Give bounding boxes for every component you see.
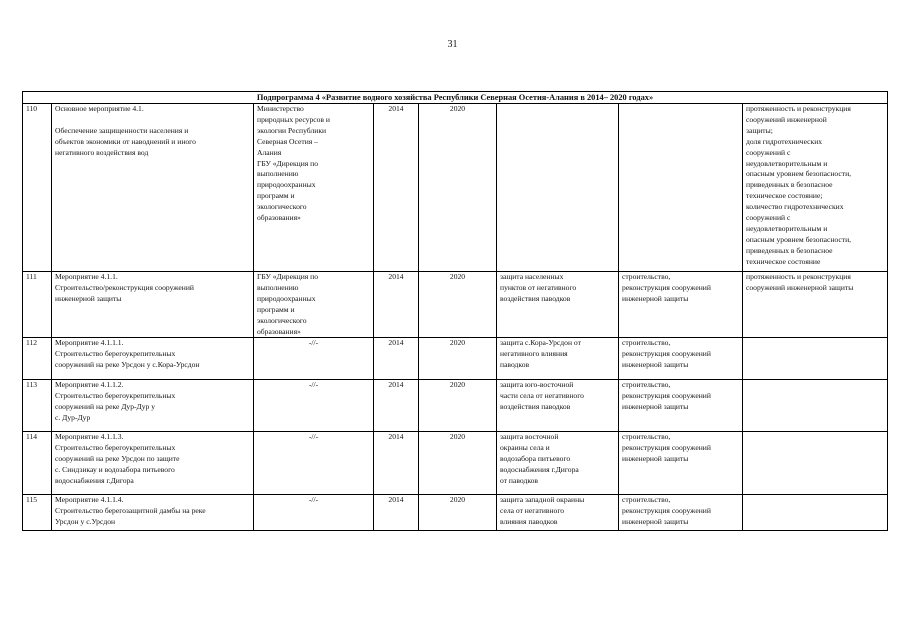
cell-text-line: природоохранных [257,180,316,190]
cell-text-line: инженерной защиты [55,293,122,303]
cell-text-line: техническое состояние [746,256,821,266]
cell-text-line: Строительство берегоукрепительных [55,443,176,453]
cell-text-line: техническое состояние; [746,191,823,201]
table-row [23,495,888,531]
executor-cell [254,272,374,338]
executor-cell [254,380,374,432]
cell-text-line: Урсдон у с.Урсдон [55,517,116,527]
expected-result-cell [497,432,619,495]
cell-text-line: с. Дур-Дур [55,413,91,423]
cell-text-line: приведенных в безопасное [746,180,833,190]
cell-text-line: защиты; [746,125,773,135]
cell-text-line: строительство, [622,380,671,390]
cell-text-line: инженерной защиты [622,360,689,370]
table-row [23,432,888,495]
main-directions-cell [619,272,743,338]
cell-text-line: неудовлетворительным и [746,223,828,233]
activity-name-cell [52,495,254,531]
cell-text-line: природных ресурсов и [257,114,330,124]
main-directions-cell [619,495,743,531]
indicators-cell [743,272,888,338]
end-year-cell: 2020 [419,104,497,272]
cell-text-line: водоснабжения г.Дигора [500,465,579,475]
cell-text-line: протяженность и реконструкция [746,272,851,281]
table-title-row [23,92,888,104]
cell-text-line: защита юго-восточной [500,380,574,390]
cell-text-line: Мероприятие 4.1.1.3. [55,432,124,442]
cell-text-line: выполнению [257,169,299,179]
row-number-cell: 113 [23,380,52,432]
table-row [23,272,888,338]
end-year-cell: 2020 [419,338,497,380]
cell-text-line: опасным уровнем безопасности, [746,169,852,179]
row-number-cell: 115 [23,495,52,531]
cell-text-line: влияния паводков [500,517,558,527]
indicators-cell [743,495,888,531]
cell-text-line [55,115,250,126]
cell-text-line: сооружений инженерной [746,114,827,124]
cell-text-line: негативного воздействия вод [55,147,149,157]
expected-result-cell [497,338,619,380]
table-title: Подпрограмма 4 «Развитие водного хозяйства Республики Северная Осетия-Алания в 2014– 2020 годах» [23,92,888,104]
cell-text-line: реконструкция сооружений [622,349,711,359]
cell-text-line: Основное мероприятие 4.1. [55,104,144,113]
start-year-cell: 2014 [374,380,419,432]
cell-text-line: инженерной защиты [622,517,689,527]
cell-text-line: строительство, [622,272,671,281]
cell-text-line: села от негативного [500,506,565,516]
activity-name-cell [52,272,254,338]
cell-text-line: защита западной окраины [500,495,585,505]
cell-text-line: -//- [308,338,319,348]
executor-cell [254,432,374,495]
main-directions-cell [619,380,743,432]
cell-text-line: реконструкция сооружений [622,391,711,401]
cell-text-line: сооружений на реке Урсдон у с.Кора-Урсдон [55,360,200,370]
start-year-cell: 2014 [374,495,419,531]
activity-name-cell [52,338,254,380]
cell-text-line: строительство, [622,338,671,348]
main-directions-cell [619,338,743,380]
page-number: 31 [447,39,458,50]
executor-cell [254,338,374,380]
row-number-cell: 111 [23,272,52,338]
cell-text-line: части села от негативного [500,391,584,401]
cell-text-line: строительство, [622,432,671,442]
cell-text-line: окраины села и [500,443,550,453]
cell-text-line: доля гидротехнических [746,136,823,146]
cell-text-line: программ и [257,304,295,314]
cell-text-line: протяженность и реконструкция [746,104,851,113]
cell-text-line: образования» [257,326,301,336]
expected-result-cell [497,272,619,338]
cell-text-line: защита восточной [500,432,559,442]
cell-text-line: воздействия паводков [500,402,571,412]
cell-text-line: экологического [257,315,307,325]
table-row [23,104,888,272]
cell-text-line: защита населенных [500,272,564,281]
cell-text-line: реконструкция сооружений [622,282,711,292]
cell-text-line: Мероприятие 4.1.1.4. [55,495,124,505]
cell-text-line: водозабора питьевого [500,454,571,464]
subprogram-table [22,91,888,531]
main-directions-cell [619,432,743,495]
cell-text-line: программ и [257,191,295,201]
executor-cell [254,495,374,531]
cell-text-line: объектов экономики от наводнений и иного [55,136,196,146]
cell-text-line: реконструкция сооружений [622,506,711,516]
indicators-cell [743,432,888,495]
cell-text-line: природоохранных [257,293,316,303]
cell-text-line: паводков [500,360,530,370]
cell-text-line: Строительство берегоукрепительных [55,349,176,359]
cell-text-line: строительство, [622,495,671,505]
cell-text-line: экологического [257,202,307,212]
expected-result-cell [497,104,619,272]
cell-text-line: Министерство [257,104,304,113]
cell-text-line: -//- [308,495,319,505]
indicators-cell [743,380,888,432]
cell-text-line: неудовлетворительным и [746,158,828,168]
row-number-cell: 112 [23,338,52,380]
cell-text-line: Мероприятие 4.1.1.1. [55,338,124,348]
expected-result-cell [497,495,619,531]
cell-text-line: сооружений с [746,213,791,223]
start-year-cell: 2014 [374,104,419,272]
cell-text-line: выполнению [257,282,299,292]
table-row [23,380,888,432]
cell-text-line: воздействия паводков [500,293,571,303]
cell-text-line: реконструкция сооружений [622,443,711,453]
cell-text-line: Мероприятие 4.1.1. [55,272,118,281]
cell-text-line: ГБУ «Дирекция по [257,158,319,168]
cell-text-line: сооружений инженерной защиты [746,282,854,292]
cell-text-line: приведенных в безопасное [746,245,833,255]
cell-text-line: Обеспечение защищенности населения и [55,125,189,135]
cell-text-line: инженерной защиты [622,454,689,464]
row-number-cell: 114 [23,432,52,495]
row-number-cell: 110 [23,104,52,272]
start-year-cell: 2014 [374,272,419,338]
main-directions-cell [619,104,743,272]
cell-text-line: -//- [308,380,319,390]
end-year-cell: 2020 [419,380,497,432]
start-year-cell: 2014 [374,338,419,380]
cell-text-line: негативного влияния [500,349,568,359]
cell-text-line: сооружений с [746,147,791,157]
cell-text-line: ГБУ «Дирекция по [257,272,319,281]
table-row [23,338,888,380]
indicators-cell [743,338,888,380]
executor-cell [254,104,374,272]
indicators-cell [743,104,888,272]
cell-text-line: инженерной защиты [622,293,689,303]
end-year-cell: 2020 [419,272,497,338]
activity-name-cell [52,380,254,432]
cell-text-line: Алания [257,147,282,157]
cell-text-line: образования» [257,213,301,223]
activity-name-cell [52,104,254,272]
cell-text-line: Строительство/реконструкция сооружений [55,282,194,292]
expected-result-cell [497,380,619,432]
cell-text-line: -//- [308,432,319,442]
cell-text-line: Северная Осетия – [257,136,318,146]
end-year-cell: 2020 [419,432,497,495]
cell-text-line: инженерной защиты [622,402,689,412]
cell-text-line: Строительство берегоукрепительных [55,391,176,401]
cell-text-line: сооружений на реке Дур-Дур у [55,402,156,412]
cell-text-line: экологии Республики [257,125,327,135]
cell-text-line: водоснабжения г.Дигора [55,476,134,486]
cell-text-line: защита с.Кора-Урсдон от [500,338,581,348]
cell-text-line: с. Синдзикау и водозабора питьевого [55,465,175,475]
cell-text-line: Строительство берегозащитной дамбы на реке [55,506,206,516]
cell-text-line: пунктов от негативного [500,282,577,292]
cell-text-line: количество гидротехнических [746,202,844,212]
cell-text-line: от паводков [500,476,539,486]
end-year-cell: 2020 [419,495,497,531]
cell-text-line: Мероприятие 4.1.1.2. [55,380,124,390]
cell-text-line: опасным уровнем безопасности, [746,234,852,244]
start-year-cell: 2014 [374,432,419,495]
activity-name-cell [52,432,254,495]
cell-text-line: сооружений на реке Урсдон по защите [55,454,180,464]
